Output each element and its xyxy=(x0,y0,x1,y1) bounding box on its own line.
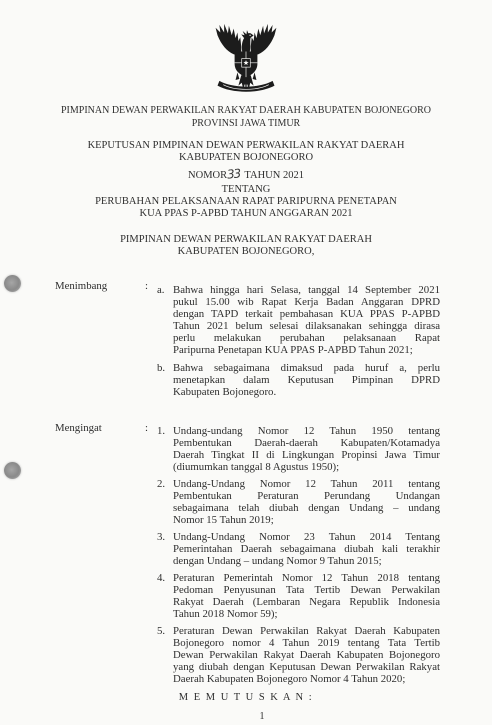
issuer-line: PIMPINAN DEWAN PERWAKILAN RAKYAT DAERAH xyxy=(120,234,372,245)
text-line: Bahwa sebagaimana dimaksud pada huruf a, perlu xyxy=(173,362,440,374)
right-wing xyxy=(251,24,277,56)
text-line: menetapkan dalam Keputusan Pimpinan DPRD xyxy=(173,374,440,386)
number-prefix: NOMOR xyxy=(188,170,228,181)
text-line: Undang-Undang Nomor 23 Tahun 2014 Tentang xyxy=(173,531,440,543)
mengingat-colon: : xyxy=(145,422,148,434)
item-marker: 3. xyxy=(157,531,166,543)
text-line: Kabupaten Bojonegoro. xyxy=(173,386,277,398)
text-line: Dewan Perwakilan Rakyat Daerah Kabupaten Bojonegoro xyxy=(173,649,440,661)
text-line: Pembentukan Peraturan Perundang Undangan xyxy=(173,490,440,502)
text-line: Paripurna Penetapan KUA PPAS P-APBD Tahun 2021; xyxy=(173,344,413,356)
text-line: Tahun 2018 Nomor 59); xyxy=(173,608,278,620)
left-wing xyxy=(216,24,242,56)
handwritten-number: 33 xyxy=(226,166,242,182)
about-label: TENTANG xyxy=(221,184,271,195)
text-line: yang diubah dengan Keputusan Dewan Perwakilan Rakyat xyxy=(173,661,440,673)
menimbang-label: Menimbang xyxy=(55,280,108,292)
text-line: Bahwa hingga hari Selasa, tanggal 14 September 2021 xyxy=(173,284,440,296)
issuer-line: KABUPATEN BOJONEGORO, xyxy=(177,246,315,257)
text-line: dengan Undang – undang Nomor 9 Tahun 2015; xyxy=(173,555,382,567)
text-line: Undang-Undang Nomor 12 Tahun 2011 tentang xyxy=(173,478,440,490)
menimbang-colon: : xyxy=(145,280,148,292)
item-marker: 2. xyxy=(157,478,166,490)
item-marker: 5. xyxy=(157,625,166,637)
decree-number xyxy=(0,168,492,182)
province-name: PROVINSI JAWA TIMUR xyxy=(191,118,301,129)
text-line: Tahun 2021 belum selesai dilaksanakan sehingga dirasa xyxy=(173,320,440,332)
item-marker: 4. xyxy=(157,572,166,584)
item-marker: b. xyxy=(157,362,166,374)
text-line: dengan TAPD terkait pembahasan KUA PPAS P-APBD xyxy=(173,308,440,320)
page-number: 1 xyxy=(259,711,265,722)
text-line: Daerah Kabupaten Bojonegoro Nomor 4 Tahun 2020; xyxy=(173,673,406,685)
institution-name: PIMPINAN DEWAN PERWAKILAN RAKYAT DAERAH KABUPATEN BOJONEGORO xyxy=(60,105,432,116)
text-line: perlu melakukan perubahan pelaksanaan Rapat xyxy=(173,332,440,344)
number-year: TAHUN 2021 xyxy=(244,170,304,181)
item-marker: a. xyxy=(157,284,165,296)
decision-heading: M E M U T U S K A N : xyxy=(178,692,314,703)
text-line: Nomor 15 Tahun 2019; xyxy=(173,514,274,526)
subject-line: KUA PPAS P-APBD TAHUN ANGGARAN 2021 xyxy=(139,208,353,219)
text-line: sebagaimana telah diubah dengan Undang – undang xyxy=(173,502,440,514)
binder-hole xyxy=(4,275,21,292)
text-line: Peraturan Dewan Perwakilan Rakyat Daerah Kabupaten xyxy=(173,625,440,637)
item-marker: 1. xyxy=(157,425,166,437)
decree-title-region: KABUPATEN BOJONEGORO xyxy=(178,152,314,163)
subject-line: PERUBAHAN PELAKSANAAN RAPAT PARIPURNA PENETAPAN xyxy=(95,196,397,207)
text-line: Pemerintahan Daerah sebagaimana diubah kali terakhir xyxy=(173,543,440,555)
text-line: Undang-undang Nomor 12 Tahun 1950 tentang xyxy=(173,425,440,437)
binder-hole xyxy=(4,462,21,479)
decree-title: KEPUTUSAN PIMPINAN DEWAN PERWAKILAN RAKYAT DAERAH xyxy=(87,140,405,151)
text-line: Peraturan Pemerintah Nomor 12 Tahun 2018 tentang xyxy=(173,572,440,584)
text-line: Pedoman Penyusunan Tata Tertib Dewan Perwakilan xyxy=(173,584,440,596)
text-line: Bojonegoro nomor 4 Tahun 2019 tentang Tata Tertib xyxy=(173,637,440,649)
garuda-emblem-icon xyxy=(208,22,284,98)
text-line: Daerah Tingkat II di Lingkungan Propinsi Jawa Timur xyxy=(173,449,440,461)
text-line: (diumumkan tanggal 8 Agustus 1950); xyxy=(173,461,340,473)
text-line: Rakyat Daerah (Lembaran Negara Republik Indonesia xyxy=(173,596,440,608)
mengingat-label: Mengingat xyxy=(55,422,102,434)
text-line: pukul 15.00 wib Rapat Kerja Badan Anggaran DPRD xyxy=(173,296,440,308)
text-line: Pembentukan Daerah-daerah Kabupaten/Kotamadya xyxy=(173,437,440,449)
